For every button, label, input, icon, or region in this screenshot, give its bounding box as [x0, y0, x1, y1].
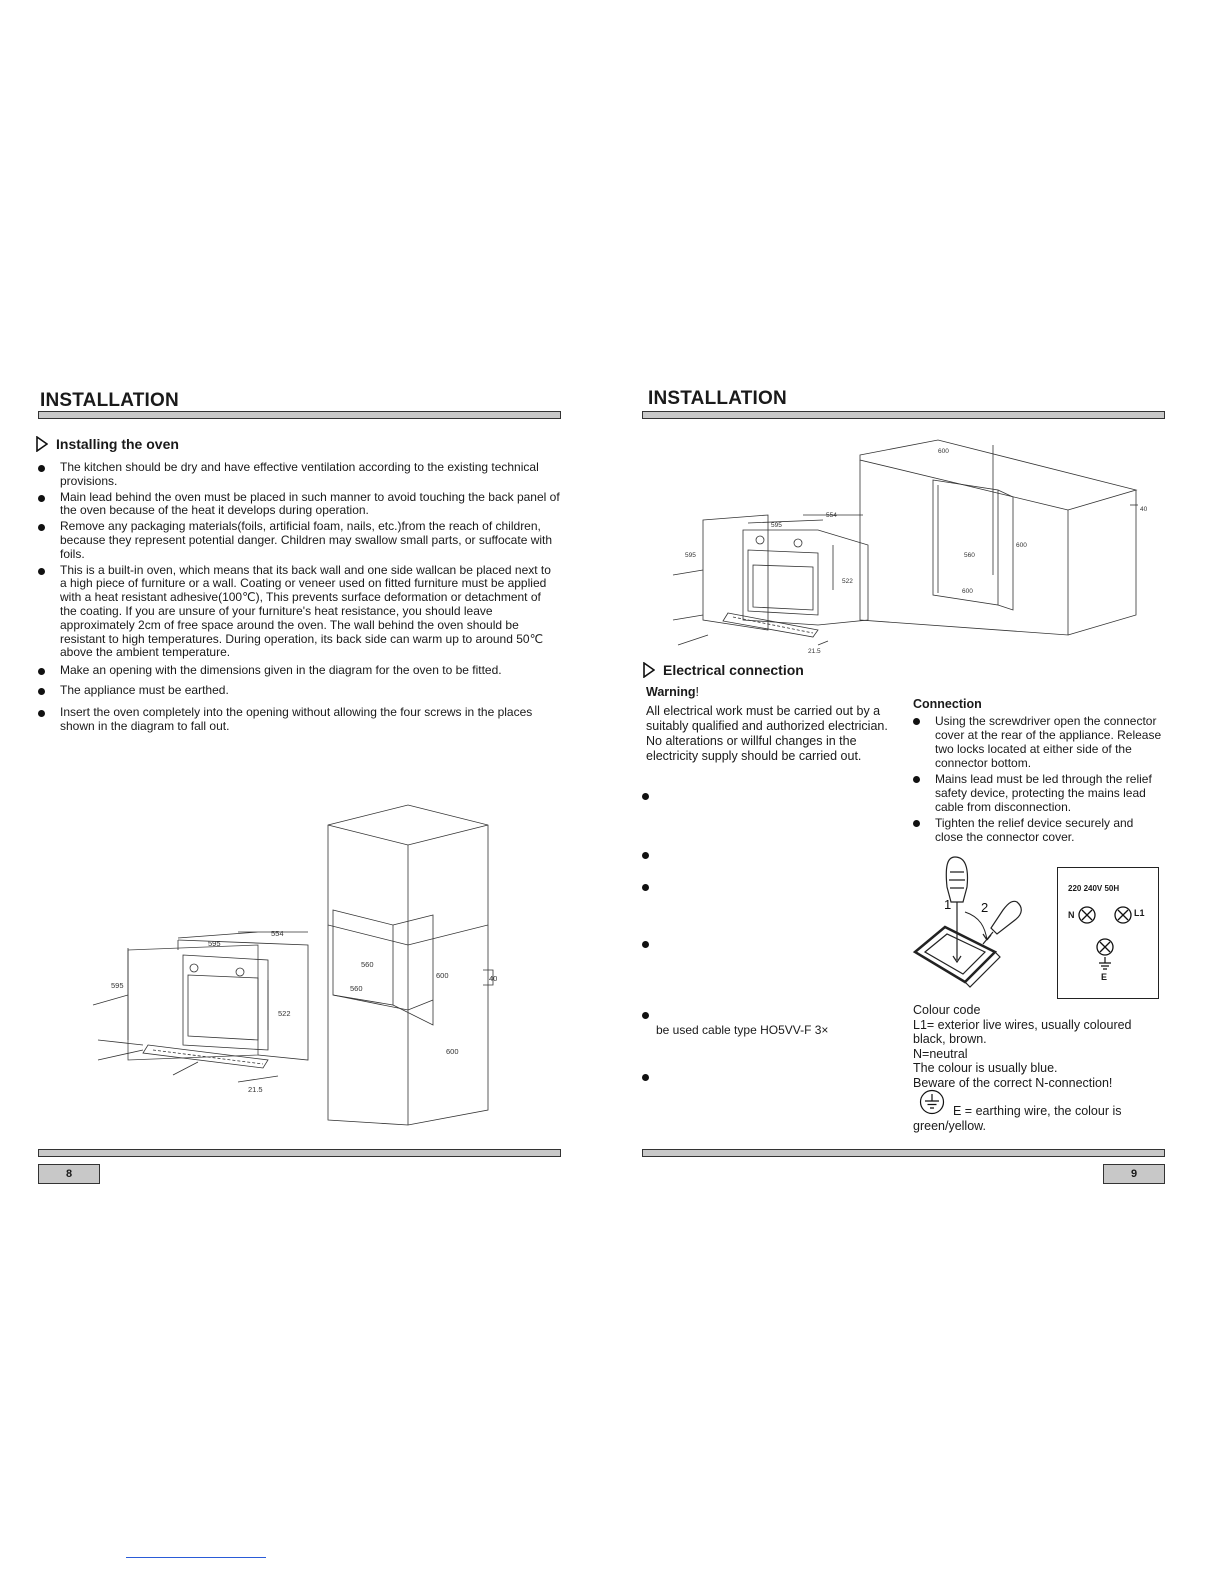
- right-page-title: INSTALLATION: [648, 388, 787, 409]
- colour-code-line: black, brown.: [913, 1032, 987, 1047]
- empty-bullet: [642, 1074, 649, 1081]
- dim-595-top: 595: [771, 522, 782, 529]
- dim-600-bottom: 600: [962, 588, 973, 595]
- dim-21-5: 21.5: [808, 648, 821, 655]
- dim-554: 554: [271, 929, 284, 938]
- right-title-rule: [642, 411, 1165, 419]
- terminal-block-box: [1057, 867, 1159, 999]
- dim-21-5: 21.5: [248, 1085, 263, 1094]
- page-number-9: 9: [1103, 1164, 1165, 1184]
- earth-terminal-icon: [1096, 938, 1114, 956]
- connection-bullet-list: [913, 714, 1163, 846]
- section-title-installing: Installing the oven: [56, 436, 179, 452]
- earthing-text-2: green/yellow.: [913, 1119, 986, 1133]
- list-item: Using the screwdriver open the connector cover at the rear of the appliance. Release two locks located at either side of the connector bottom.: [913, 714, 1163, 770]
- dim-560-upper: 560: [361, 960, 374, 969]
- list-item: Main lead behind the oven must be placed in such manner to avoid touching the back panel of the oven because of the heat it develops during operation.: [38, 491, 560, 519]
- dim-600-top: 600: [938, 448, 949, 455]
- dim-600-side: 600: [1016, 542, 1027, 549]
- right-section-heading: [643, 662, 804, 678]
- colour-code-line: Colour code: [913, 1003, 981, 1017]
- page-number-8: 8: [38, 1164, 100, 1184]
- step-2-label: 2: [981, 900, 989, 915]
- warning-text: All electrical work must be carried out by a suitably qualified and authorized electrician. No alterations or willful changes in the electricity supply should be carried out.: [646, 704, 888, 763]
- left-title-rule: [38, 411, 561, 419]
- dim-600-bottom: 600: [446, 1047, 459, 1056]
- neutral-terminal-icon: [1078, 906, 1096, 924]
- cable-type-text: be used cable type HO5VV-F 3×: [656, 1023, 829, 1037]
- triangle-marker-icon: [643, 662, 655, 678]
- live-terminal-icon: [1114, 906, 1132, 924]
- colour-code-line: The colour is usually blue.: [913, 1061, 1058, 1076]
- list-item: The kitchen should be dry and have effective ventilation according to the existing technical provisions.: [38, 461, 560, 489]
- dim-600-side: 600: [436, 971, 449, 980]
- dim-595-side: 595: [111, 981, 124, 990]
- footer-link-underline: [126, 1557, 266, 1558]
- empty-bullet: [642, 1012, 649, 1019]
- list-item: Mains lead must be led through the relief safety device, protecting the mains lead cable from disconnection.: [913, 772, 1163, 814]
- warning-label: Warning: [646, 685, 696, 699]
- list-item: Remove any packaging materials(foils, artificial foam, nails, etc.)from the reach of children, because they represent potential danger. Children may swallow small parts, or suffocate with foils.: [38, 520, 560, 561]
- screwdriver-diagram: [905, 852, 1055, 997]
- dim-554: 554: [826, 512, 837, 519]
- dim-522: 522: [842, 578, 853, 585]
- left-page-title: INSTALLATION: [40, 390, 179, 411]
- empty-bullet: [642, 793, 649, 800]
- live-terminal-label: L1: [1134, 908, 1145, 918]
- list-item: The appliance must be earthed.: [38, 684, 560, 698]
- warning-heading: [646, 685, 699, 700]
- dim-40: 40: [1140, 506, 1148, 513]
- colour-code-line: N=neutral: [913, 1046, 968, 1061]
- ground-symbol-icon: [1098, 957, 1112, 971]
- dim-595-top: 595: [208, 939, 221, 948]
- empty-bullet: [642, 941, 649, 948]
- installing-bullet-list: [38, 461, 560, 735]
- dim-560: 560: [964, 552, 975, 559]
- dim-595-side: 595: [685, 552, 696, 559]
- dim-40: 40: [489, 974, 498, 983]
- earth-terminal-label: E: [1101, 972, 1108, 982]
- colour-code-line: L1= exterior live wires, usually coloured: [913, 1017, 1132, 1032]
- list-item: Insert the oven completely into the opening without allowing the four screws in the places shown in the diagram to fall out.: [38, 706, 560, 734]
- section-title-electrical: Electrical connection: [663, 662, 804, 678]
- list-item: Make an opening with the dimensions given in the diagram for the oven to be fitted.: [38, 664, 560, 678]
- warning-mark: !: [695, 685, 700, 699]
- earthing-text: E = earthing wire, the colour is: [953, 1104, 1122, 1118]
- neutral-terminal-label: N: [1068, 910, 1075, 920]
- left-installation-diagram: [88, 800, 508, 1130]
- list-item: This is a built-in oven, which means that its back wall and one side wallcan be placed next to a high piece of furniture or a wall. Coating or veneer used on fitted furniture must be applied with a heat resistant adhesive(100℃), This prevents surface deformation or detachment of the coating. If you are unsure of your furniture's heat resistance, you should leave approximately 2cm of free space around the oven. The wall behind the oven should be resistant to high temperatures. During operation, its back side can warm up to around 50℃ above the ambient temperature.: [38, 564, 560, 661]
- right-installation-diagram: [668, 435, 1168, 655]
- right-footer-rule: [642, 1149, 1165, 1157]
- earth-circle-icon: [919, 1089, 945, 1115]
- colour-code-block: [913, 1003, 1163, 1091]
- voltage-label: 220 240V 50H: [1068, 884, 1120, 893]
- step-1-label: 1: [944, 897, 952, 912]
- connection-title: Connection: [913, 697, 982, 711]
- list-item: Tighten the relief device securely and close the connector cover.: [913, 816, 1163, 844]
- left-footer-rule: [38, 1149, 561, 1157]
- colour-code-line: Beware of the correct N-connection!: [913, 1075, 1113, 1090]
- triangle-marker-icon: [36, 436, 48, 452]
- empty-bullet: [642, 852, 649, 859]
- empty-bullet: [642, 884, 649, 891]
- dim-560-lower: 560: [350, 984, 363, 993]
- dim-522: 522: [278, 1009, 291, 1018]
- left-section-heading: [36, 436, 179, 452]
